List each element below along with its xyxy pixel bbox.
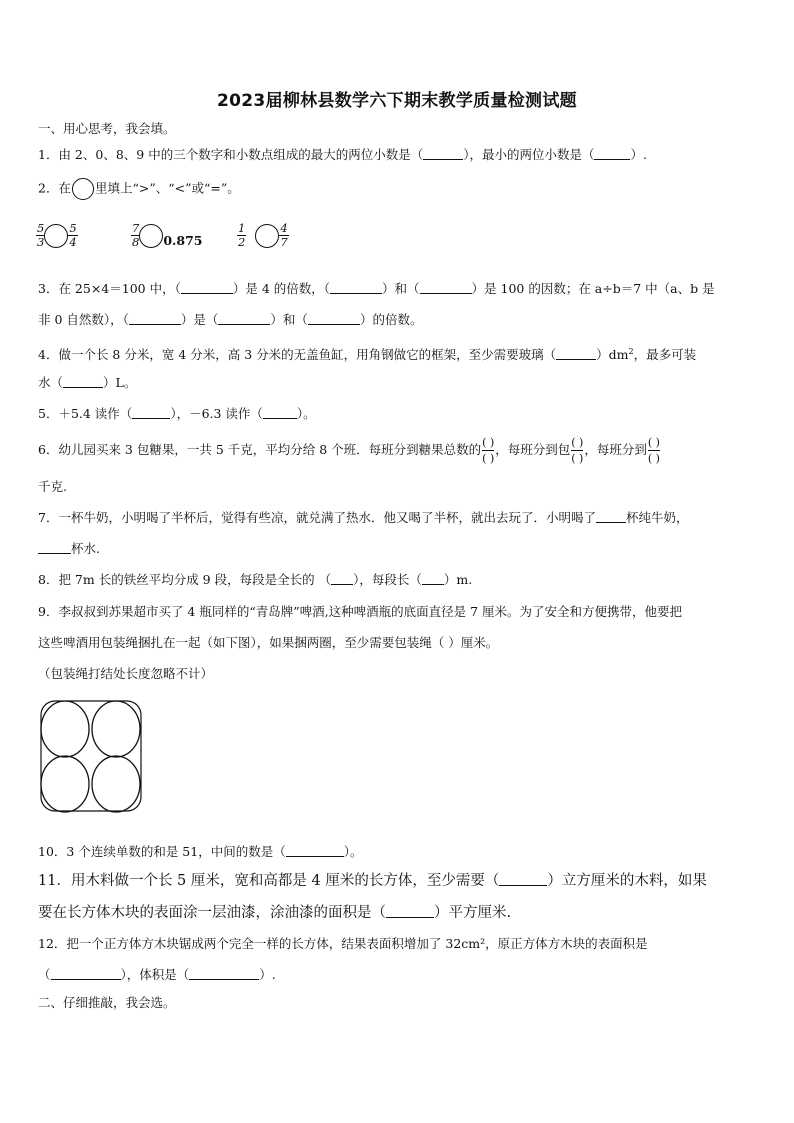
question-3-line-2: 非 0 自然数），（ ）是（ ）和（ ）的倍数。 — [38, 312, 423, 327]
answer-blank[interactable] — [263, 406, 297, 419]
answer-blank[interactable] — [594, 147, 630, 160]
bottle-circle — [41, 756, 89, 812]
answer-blank[interactable] — [189, 967, 259, 980]
page-title: 2023届柳林县数学六下期末教学质量检测试题 — [217, 91, 577, 111]
question-12-line-1: 12．把一个正方体方木块锯成两个完全一样的长方体，结果表面积增加了 32cm²，原正方体方木块的表面积是 — [38, 936, 648, 951]
section-heading-1: 一、用心思考，我会填。 — [38, 121, 176, 136]
answer-blank[interactable] — [308, 312, 360, 325]
answer-blank[interactable] — [286, 844, 344, 857]
question-11-line-2: 要在长方体木块的表面涂一层油漆，涂油漆的面积是（ ）平方厘米. — [38, 905, 512, 921]
question-6-line-2: 千克. — [38, 479, 67, 494]
bottle-circle — [41, 701, 89, 757]
answer-blank[interactable] — [596, 510, 626, 523]
question-10: 10．3 个连续单数的和是 51，中间的数是（ ）。 — [38, 844, 363, 859]
question-6-line-1: 6．幼儿园买来 3 包糖果，一共 5 千克，平均分给 8 个班．每班分到糖果总数的 ( ) ( ) ，每班分到包 ( ) ( ) ，每班分到 ( ) ( ) — [38, 436, 660, 465]
question-1: 1．由 2、0、8、9 中的三个数字和小数点组成的最大的两位小数是（ ），最小的两位小数是（ ）. — [38, 147, 647, 162]
question-9-line-1: 9．李叔叔到苏果超市买了 4 瓶同样的“青岛牌”啤酒,这种啤酒瓶的底面直径是 7 厘米。为了安全和方便携带，他要把 — [38, 604, 683, 619]
answer-blank[interactable] — [330, 281, 382, 294]
question-5: 5．＋5.4 读作（ ），－6.3 读作（ ）。 — [38, 406, 316, 421]
answer-blank[interactable] — [556, 347, 596, 360]
question-11-line-1: 11．用木料做一个长 5 厘米，宽和高都是 4 厘米的长方体，至少需要（ ）立方厘米的木料，如果 — [38, 873, 707, 889]
bottles-bundle-figure — [38, 698, 148, 816]
answer-blank[interactable] — [132, 406, 170, 419]
rope-outline — [41, 701, 141, 811]
question-9-line-2: 这些啤酒用包装绳捆扎在一起（如下图），如果捆两圈，至少需要包装绳（ ）厘米。 — [38, 635, 499, 650]
question-9-note: （包装绳打结处长度忽略不计） — [38, 666, 214, 681]
answer-blank[interactable] — [129, 312, 181, 325]
answer-blank[interactable] — [420, 281, 472, 294]
question-8: 8．把 7m 长的铁丝平均分成 9 段，每段是全长的 （ ），每段长（ ）m. — [38, 572, 473, 587]
answer-blank[interactable] — [63, 375, 103, 388]
compare-item-a — [36, 222, 78, 249]
compare-circle — [72, 178, 94, 200]
answer-blank[interactable] — [38, 541, 71, 554]
answer-blank[interactable] — [422, 572, 444, 585]
answer-blank[interactable] — [499, 873, 547, 886]
question-7-line-2: 杯水. — [38, 540, 100, 558]
fraction: $\frac{5}{3}$ — [37, 221, 45, 249]
fraction-blank[interactable]: ( ) ( ) — [482, 436, 495, 465]
question-4-line-2: 水（ ）L。 — [38, 375, 137, 390]
section-heading-2: 二、仔细推敲，我会选。 — [38, 995, 176, 1010]
compare-item-c — [237, 222, 289, 249]
answer-blank[interactable] — [181, 281, 233, 294]
compare-item-b: $\frac{7}{8}$ 0.875 — [132, 221, 203, 249]
question-2: 2．在 里填上“>”、“<”或“=”。 — [38, 178, 240, 200]
bottle-circle — [92, 701, 140, 757]
question-12-line-2: （ ），体积是（ ）. — [38, 967, 276, 982]
question-3-line-1: 3．在 25×4＝100 中，（ ）是 4 的倍数，（ ）和（ ）是 100 的因数；在 a÷b＝7 中（a、b 是 — [38, 281, 715, 296]
compare-circle[interactable] — [255, 224, 279, 248]
fraction: $\frac{7}{8}$ — [132, 221, 140, 249]
answer-blank[interactable] — [51, 967, 121, 980]
compare-circle[interactable] — [139, 224, 163, 248]
fraction: $\frac{5}{4}$ — [69, 221, 77, 249]
question-4-line-1: 4．做一个长 8 分米，宽 4 分米，高 3 分米的无盖鱼缸，用角钢做它的框架，至少需要玻璃（ ）$dm^2$，最多可装 — [38, 347, 697, 363]
fraction: $\frac{1}{2}$ — [238, 221, 246, 249]
answer-blank[interactable] — [218, 312, 270, 325]
question-7-line-1: 7．一杯牛奶，小明喝了半杯后，觉得有些凉，就兑满了热水．他又喝了半杯，就出去玩了．小明喝了 杯纯牛奶， — [38, 510, 689, 525]
fraction: $\frac{4}{7}$ — [280, 221, 288, 249]
answer-blank[interactable] — [386, 905, 434, 918]
fraction-blank[interactable]: ( ) ( ) — [571, 436, 584, 465]
answer-blank[interactable] — [423, 147, 463, 160]
fraction-blank[interactable]: ( ) ( ) — [647, 436, 660, 465]
answer-blank[interactable] — [331, 572, 353, 585]
bottle-circle — [92, 756, 140, 812]
compare-circle[interactable] — [44, 224, 68, 248]
